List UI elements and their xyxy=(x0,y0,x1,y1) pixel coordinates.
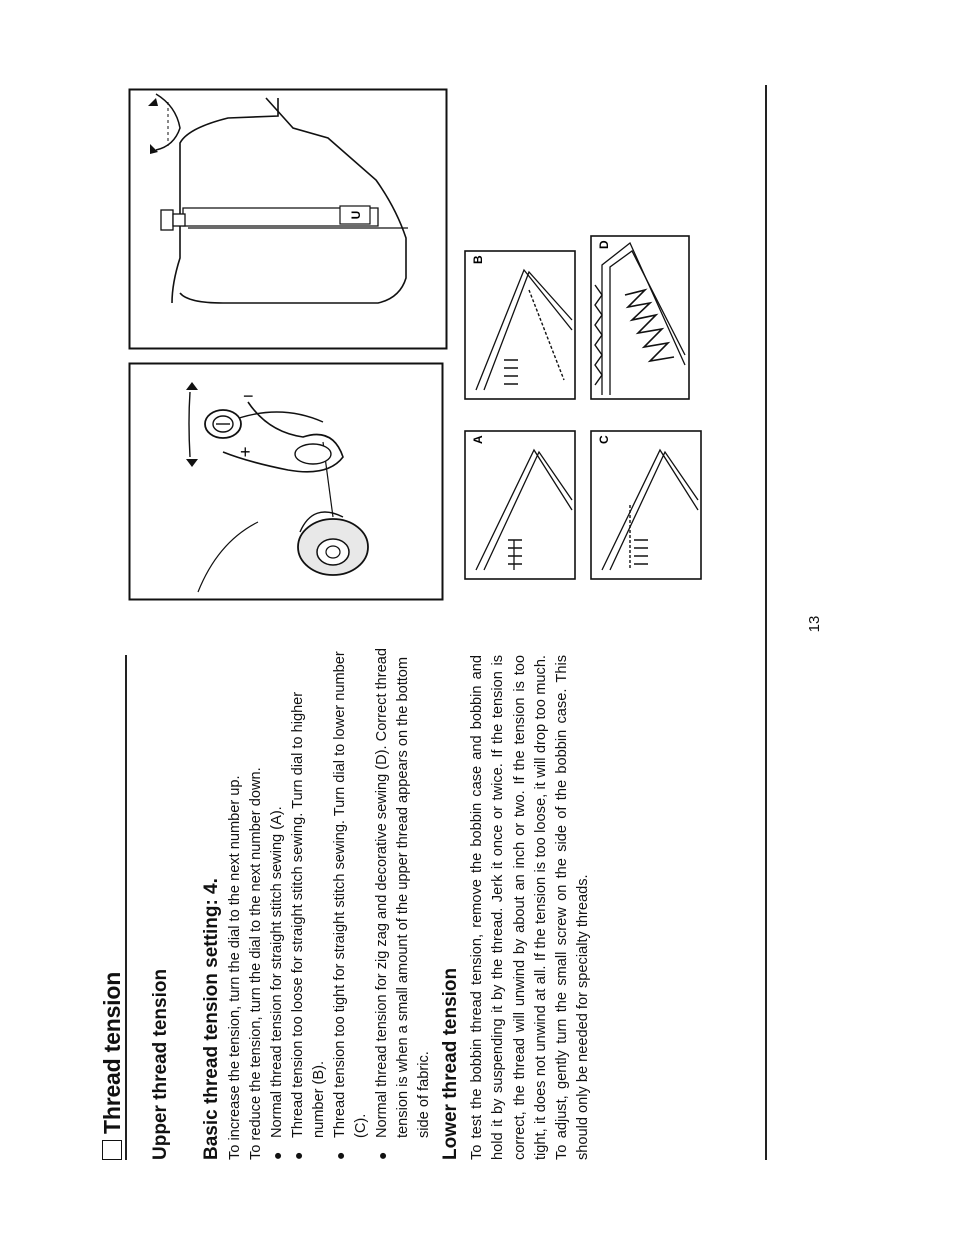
bullet-icon: ● xyxy=(332,1151,348,1160)
page-margin-rule xyxy=(765,85,767,1160)
stitch-panel-d xyxy=(590,235,690,400)
bullet-text: Thread tension too loose for straight stitch sewing. Turn dial to higher number (B). xyxy=(290,691,327,1138)
dial-plus-label: + xyxy=(240,442,251,462)
upper-thread-heading: Upper thread tension xyxy=(150,968,171,1160)
section-rule xyxy=(125,655,127,1160)
bullet-item xyxy=(267,640,288,1160)
dial-minus-label: − xyxy=(243,386,254,406)
lower-thread-body: To test the bobbin thread tension, remove the bobbin case and bobbin and hold it by suspending it by the thread. Jerk it once or twice. If the tension is correct, the thread will unwind by about an inch or two. If the tension is too tight, it does not unwind at all. If the tension is too loose, it will drop too much. To adjust, gently turn the small screw on the side of the bobbin case. This should only be needed for specialty threads. xyxy=(469,655,592,1160)
panel-c-label: C xyxy=(597,435,611,444)
bullet-text: Normal thread tension for straight stitch sewing (A). xyxy=(269,806,285,1138)
basic-tension-heading: Basic thread tension setting: 4. xyxy=(201,878,222,1160)
bullet-icon: ● xyxy=(269,1151,285,1160)
stitch-panel-b xyxy=(464,250,576,400)
bullet-text: Thread tension too tight for straight stitch sewing. Turn dial to lower number (C). xyxy=(332,651,369,1138)
increase-line: To increase the tension, turn the dial to the next number up. xyxy=(227,775,243,1160)
bullet-item xyxy=(330,640,372,1160)
dial-mark-label: U xyxy=(349,210,363,220)
panel-b-label: B xyxy=(471,255,485,264)
stitch-panel-c xyxy=(590,430,702,580)
lower-thread-heading: Lower thread tension xyxy=(440,967,461,1160)
bobbin-case-test-figure xyxy=(128,362,446,602)
machine-tension-dial-figure xyxy=(128,88,450,352)
checkbox-square-icon xyxy=(102,1140,122,1160)
panel-a-label: A xyxy=(471,435,485,444)
stitch-panel-a xyxy=(464,430,576,580)
page-number: 13 xyxy=(806,615,823,633)
section-title-row xyxy=(95,972,129,1160)
basic-tension-body xyxy=(225,640,435,1160)
reduce-line: To reduce the tension, turn the dial to the next number down. xyxy=(248,767,264,1160)
bullet-item xyxy=(288,640,330,1160)
bullet-icon: ● xyxy=(290,1151,306,1160)
section-title: Thread tension xyxy=(98,971,125,1134)
bullet-icon: ● xyxy=(374,1151,390,1160)
panel-d-label: D xyxy=(597,240,611,249)
bullet-text: Normal thread tension for zig zag and decorative sewing (D). Correct thread tension is when a small amount of the upper thread appears on the bottom side of fabric. xyxy=(374,648,432,1138)
bullet-item xyxy=(372,640,435,1160)
